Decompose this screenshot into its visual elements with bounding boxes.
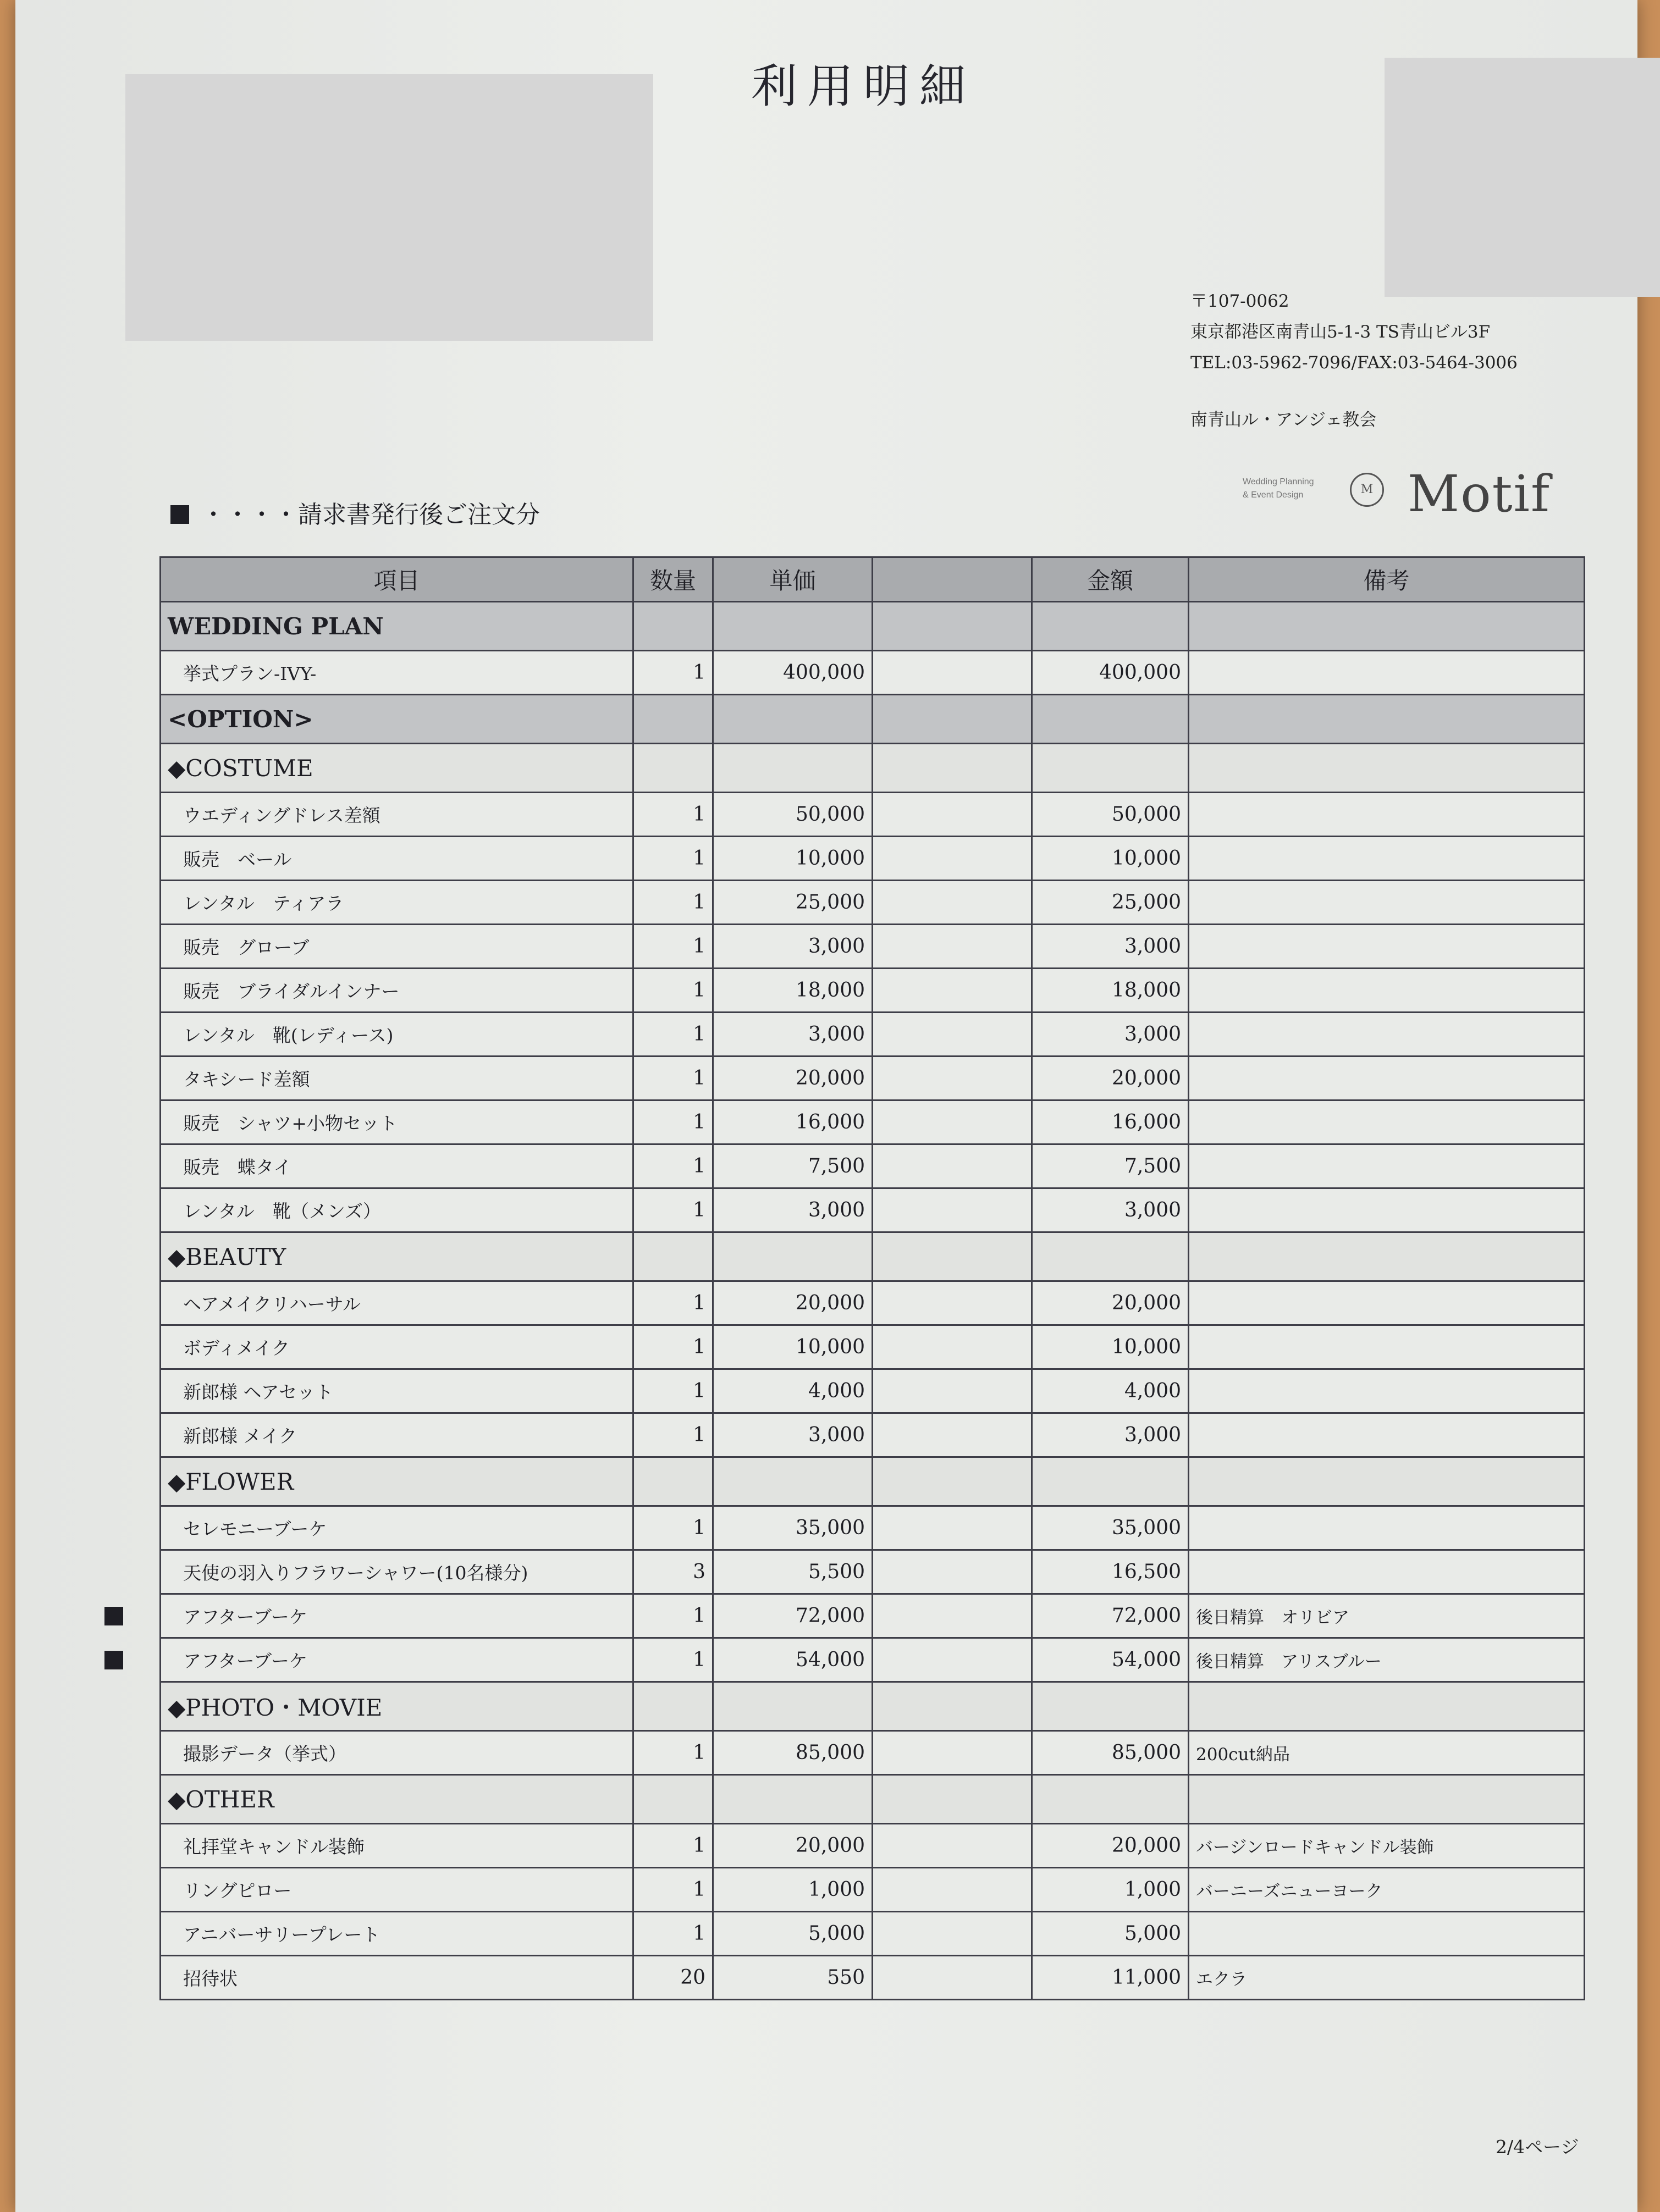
- section-blank-cell: [633, 1775, 713, 1824]
- document-title: 利用明細: [751, 59, 975, 113]
- item-name: 販売 シャツ+小物セット: [161, 1101, 633, 1144]
- item-amount: 54,000: [1032, 1638, 1189, 1682]
- section-blank-cell: [873, 1775, 1032, 1824]
- item-qty: 1: [633, 1369, 713, 1413]
- section-blank-cell: [1189, 744, 1585, 793]
- item-amount: 3,000: [1032, 1413, 1189, 1457]
- table-row: [161, 1550, 1585, 1594]
- item-amount: 10,000: [1032, 837, 1189, 881]
- table-row: [161, 925, 1585, 969]
- section-blank-cell: [633, 695, 713, 744]
- item-unit-price: 20,000: [713, 1281, 873, 1325]
- item-blank: [873, 1325, 1032, 1369]
- item-name: 販売 グローブ: [161, 925, 633, 969]
- table-row: [161, 881, 1585, 925]
- item-note: [1189, 651, 1585, 695]
- item-amount: 5,000: [1032, 1912, 1189, 1956]
- item-qty: 1: [633, 1868, 713, 1912]
- item-name: セレモニーブーケ: [161, 1506, 633, 1550]
- item-blank: [873, 1731, 1032, 1775]
- item-unit-price: 20,000: [713, 1824, 873, 1868]
- item-amount: 20,000: [1032, 1057, 1189, 1101]
- item-name: 新郎様 メイク: [161, 1413, 633, 1457]
- item-unit-price: 5,500: [713, 1550, 873, 1594]
- section-blank-cell: [1032, 602, 1189, 651]
- item-qty: 1: [633, 1638, 713, 1682]
- item-unit-price: 7,500: [713, 1144, 873, 1188]
- table-row: [161, 1369, 1585, 1413]
- item-amount: 50,000: [1032, 793, 1189, 837]
- item-note: 後日精算 オリビア: [1189, 1594, 1585, 1638]
- item-amount: 1,000: [1032, 1868, 1189, 1912]
- invoice-table: [159, 556, 1585, 2000]
- section-blank-cell: [713, 695, 873, 744]
- item-amount: 16,000: [1032, 1101, 1189, 1144]
- table-row: [161, 1013, 1585, 1057]
- table-row: [161, 1413, 1585, 1457]
- section-blank-cell: [633, 1457, 713, 1506]
- section-header-row: [161, 1775, 1585, 1824]
- section-blank-cell: [1189, 695, 1585, 744]
- item-amount: 20,000: [1032, 1824, 1189, 1868]
- item-note: エクラ: [1189, 1956, 1585, 2000]
- logo-tagline: Wedding Planning & Event Design: [1243, 477, 1314, 500]
- section-blank-cell: [713, 1232, 873, 1281]
- square-bullet-icon: [170, 505, 189, 524]
- section-title: ◆FLOWER: [161, 1457, 633, 1506]
- item-amount: 72,000: [1032, 1594, 1189, 1638]
- item-amount: 20,000: [1032, 1281, 1189, 1325]
- table-row: [161, 1956, 1585, 2000]
- table-row: [161, 837, 1585, 881]
- item-name: アニバーサリープレート: [161, 1912, 633, 1956]
- item-amount: 3,000: [1032, 1188, 1189, 1232]
- item-qty: 1: [633, 1731, 713, 1775]
- table-row: [161, 1868, 1585, 1912]
- section-blank-cell: [713, 744, 873, 793]
- header-unit-price: 単価: [713, 557, 873, 602]
- square-marker-icon: [104, 1651, 123, 1669]
- logo-wordmark: Motif: [1408, 464, 1551, 523]
- item-amount: 35,000: [1032, 1506, 1189, 1550]
- item-blank: [873, 1013, 1032, 1057]
- section-blank-cell: [1189, 1457, 1585, 1506]
- header-item: 項目: [161, 557, 633, 602]
- header-qty: 数量: [633, 557, 713, 602]
- item-qty: 1: [633, 837, 713, 881]
- item-name: 販売 蝶タイ: [161, 1144, 633, 1188]
- item-qty: 1: [633, 1824, 713, 1868]
- item-name: レンタル 靴(レディース): [161, 1013, 633, 1057]
- header-notes: 備考: [1189, 557, 1585, 602]
- item-amount: 85,000: [1032, 1731, 1189, 1775]
- section-title: ◆BEAUTY: [161, 1232, 633, 1281]
- item-unit-price: 1,000: [713, 1868, 873, 1912]
- group-header-row: [161, 695, 1585, 744]
- section-blank-cell: [713, 1457, 873, 1506]
- section-blank-cell: [1032, 695, 1189, 744]
- item-qty: 1: [633, 1912, 713, 1956]
- item-unit-price: 50,000: [713, 793, 873, 837]
- item-note: 200cut納品: [1189, 1731, 1585, 1775]
- item-note: バーニーズニューヨーク: [1189, 1868, 1585, 1912]
- item-unit-price: 4,000: [713, 1369, 873, 1413]
- section-blank-cell: [633, 744, 713, 793]
- section-blank-cell: [873, 1457, 1032, 1506]
- item-unit-price: 18,000: [713, 969, 873, 1013]
- item-note: [1189, 1506, 1585, 1550]
- item-unit-price: 10,000: [713, 1325, 873, 1369]
- section-blank-cell: [873, 602, 1032, 651]
- item-note: [1189, 1369, 1585, 1413]
- section-header-row: [161, 1682, 1585, 1731]
- item-note: [1189, 793, 1585, 837]
- item-blank: [873, 1281, 1032, 1325]
- item-blank: [873, 1824, 1032, 1868]
- item-name: ヘアメイクリハーサル: [161, 1281, 633, 1325]
- item-blank: [873, 881, 1032, 925]
- table-row: [161, 1144, 1585, 1188]
- item-qty: 1: [633, 1506, 713, 1550]
- item-name: 撮影データ（挙式）: [161, 1731, 633, 1775]
- table-row: [161, 1638, 1585, 1682]
- item-qty: 1: [633, 651, 713, 695]
- section-title: WEDDING PLAN: [161, 602, 633, 651]
- item-amount: 10,000: [1032, 1325, 1189, 1369]
- item-name: 販売 ブライダルインナー: [161, 969, 633, 1013]
- item-note: [1189, 1101, 1585, 1144]
- item-amount: 16,500: [1032, 1550, 1189, 1594]
- item-unit-price: 10,000: [713, 837, 873, 881]
- item-name: ウエディングドレス差額: [161, 793, 633, 837]
- section-subheading: ・・・・請求書発行後ご注文分: [170, 495, 540, 530]
- section-title: ◆COSTUME: [161, 744, 633, 793]
- section-blank-cell: [1032, 1682, 1189, 1731]
- table-row: [161, 1594, 1585, 1638]
- table-row: [161, 1506, 1585, 1550]
- section-header-row: [161, 744, 1585, 793]
- item-blank: [873, 1912, 1032, 1956]
- item-blank: [873, 793, 1032, 837]
- item-blank: [873, 1369, 1032, 1413]
- section-blank-cell: [873, 1232, 1032, 1281]
- postal-code: 〒107-0062: [1190, 291, 1289, 311]
- table-row: [161, 1824, 1585, 1868]
- item-amount: 4,000: [1032, 1369, 1189, 1413]
- table-row: [161, 1912, 1585, 1956]
- item-amount: 7,500: [1032, 1144, 1189, 1188]
- item-note: 後日精算 アリスブルー: [1189, 1638, 1585, 1682]
- section-blank-cell: [1032, 744, 1189, 793]
- section-blank-cell: [1189, 1775, 1585, 1824]
- item-note: [1189, 837, 1585, 881]
- item-note: [1189, 969, 1585, 1013]
- street-address: 東京都港区南青山5-1-3 TS青山ビル3F: [1190, 322, 1491, 342]
- item-note: [1189, 1057, 1585, 1101]
- item-name: レンタル ティアラ: [161, 881, 633, 925]
- item-amount: 3,000: [1032, 925, 1189, 969]
- item-qty: 1: [633, 1013, 713, 1057]
- item-amount: 25,000: [1032, 881, 1189, 925]
- item-unit-price: 3,000: [713, 1188, 873, 1232]
- item-qty: 1: [633, 1281, 713, 1325]
- section-blank-cell: [1032, 1457, 1189, 1506]
- item-blank: [873, 1188, 1032, 1232]
- section-header-row: [161, 1232, 1585, 1281]
- table-row: [161, 1101, 1585, 1144]
- section-blank-cell: [1032, 1775, 1189, 1824]
- item-name: 礼拝堂キャンドル装飾: [161, 1824, 633, 1868]
- item-blank: [873, 1144, 1032, 1188]
- item-unit-price: 400,000: [713, 651, 873, 695]
- item-note: [1189, 1912, 1585, 1956]
- item-amount: 11,000: [1032, 1956, 1189, 2000]
- item-blank: [873, 1413, 1032, 1457]
- item-qty: 1: [633, 1101, 713, 1144]
- item-unit-price: 550: [713, 1956, 873, 2000]
- table-row: [161, 793, 1585, 837]
- item-blank: [873, 969, 1032, 1013]
- company-address: [1190, 286, 1518, 378]
- item-name: 招待状: [161, 1956, 633, 2000]
- item-blank: [873, 1638, 1032, 1682]
- item-qty: 1: [633, 1325, 713, 1369]
- table-header-row: [161, 557, 1585, 602]
- section-blank-cell: [713, 1775, 873, 1824]
- table-row: [161, 1188, 1585, 1232]
- invoice-body: [161, 602, 1585, 2000]
- item-name: 販売 ベール: [161, 837, 633, 881]
- item-qty: 1: [633, 969, 713, 1013]
- section-blank-cell: [873, 744, 1032, 793]
- item-note: [1189, 1144, 1585, 1188]
- item-note: バージンロードキャンドル装飾: [1189, 1824, 1585, 1868]
- section-blank-cell: [1189, 602, 1585, 651]
- item-qty: 20: [633, 1956, 713, 2000]
- section-header-row: [161, 1457, 1585, 1506]
- item-unit-price: 3,000: [713, 1013, 873, 1057]
- page-number: 2/4ページ: [1496, 2136, 1579, 2158]
- item-unit-price: 25,000: [713, 881, 873, 925]
- item-unit-price: 72,000: [713, 1594, 873, 1638]
- item-name: アフターブーケ: [161, 1594, 633, 1638]
- item-name: アフターブーケ: [161, 1638, 633, 1682]
- item-blank: [873, 1101, 1032, 1144]
- item-note: [1189, 1013, 1585, 1057]
- motif-logo: [1243, 464, 1551, 523]
- item-note: [1189, 1413, 1585, 1457]
- item-unit-price: 54,000: [713, 1638, 873, 1682]
- section-blank-cell: [633, 1232, 713, 1281]
- item-blank: [873, 1550, 1032, 1594]
- item-blank: [873, 651, 1032, 695]
- item-unit-price: 3,000: [713, 925, 873, 969]
- item-amount: 3,000: [1032, 1013, 1189, 1057]
- item-amount: 400,000: [1032, 651, 1189, 695]
- section-blank-cell: [1189, 1682, 1585, 1731]
- section-title: <OPTION>: [161, 695, 633, 744]
- item-unit-price: 35,000: [713, 1506, 873, 1550]
- item-qty: 1: [633, 1144, 713, 1188]
- item-name: リングピロー: [161, 1868, 633, 1912]
- item-qty: 1: [633, 793, 713, 837]
- table-row: [161, 1325, 1585, 1369]
- table-row: [161, 1057, 1585, 1101]
- item-note: [1189, 881, 1585, 925]
- item-blank: [873, 925, 1032, 969]
- item-name: レンタル 靴（メンズ）: [161, 1188, 633, 1232]
- item-note: [1189, 1325, 1585, 1369]
- item-note: [1189, 925, 1585, 969]
- item-qty: 1: [633, 1413, 713, 1457]
- section-blank-cell: [1189, 1232, 1585, 1281]
- item-qty: 3: [633, 1550, 713, 1594]
- item-unit-price: 3,000: [713, 1413, 873, 1457]
- item-qty: 1: [633, 881, 713, 925]
- item-note: [1189, 1188, 1585, 1232]
- section-title: ◆PHOTO・MOVIE: [161, 1682, 633, 1731]
- item-amount: 18,000: [1032, 969, 1189, 1013]
- table-row: [161, 1731, 1585, 1775]
- section-blank-cell: [633, 602, 713, 651]
- item-blank: [873, 1506, 1032, 1550]
- item-name: 挙式プラン-IVY-: [161, 651, 633, 695]
- group-header-row: [161, 602, 1585, 651]
- item-note: [1189, 1550, 1585, 1594]
- table-row: [161, 651, 1585, 695]
- table-row: [161, 1281, 1585, 1325]
- section-blank-cell: [633, 1682, 713, 1731]
- item-blank: [873, 1057, 1032, 1101]
- item-name: 天使の羽入りフラワーシャワー(10名様分): [161, 1550, 633, 1594]
- section-blank-cell: [1032, 1232, 1189, 1281]
- item-qty: 1: [633, 925, 713, 969]
- section-title: ◆OTHER: [161, 1775, 633, 1824]
- section-blank-cell: [873, 695, 1032, 744]
- item-note: [1189, 1281, 1585, 1325]
- redacted-block-left: [125, 74, 653, 341]
- header-blank: [873, 557, 1032, 602]
- item-blank: [873, 837, 1032, 881]
- section-blank-cell: [713, 1682, 873, 1731]
- square-marker-icon: [104, 1607, 123, 1625]
- redacted-block-right: [1385, 58, 1660, 297]
- church-name: 南青山ル・アンジェ教会: [1190, 410, 1377, 430]
- item-name: タキシード差額: [161, 1057, 633, 1101]
- item-qty: 1: [633, 1188, 713, 1232]
- item-blank: [873, 1868, 1032, 1912]
- phone-fax: TEL:03-5962-7096/FAX:03-5464-3006: [1190, 353, 1518, 373]
- item-unit-price: 20,000: [713, 1057, 873, 1101]
- item-blank: [873, 1594, 1032, 1638]
- item-name: ボディメイク: [161, 1325, 633, 1369]
- logo-mark-icon: M: [1350, 473, 1384, 507]
- item-name: 新郎様 ヘアセット: [161, 1369, 633, 1413]
- item-unit-price: 85,000: [713, 1731, 873, 1775]
- item-qty: 1: [633, 1057, 713, 1101]
- header-amount: 金額: [1032, 557, 1189, 602]
- section-blank-cell: [713, 602, 873, 651]
- table-row: [161, 969, 1585, 1013]
- item-blank: [873, 1956, 1032, 2000]
- item-qty: 1: [633, 1594, 713, 1638]
- item-unit-price: 16,000: [713, 1101, 873, 1144]
- section-blank-cell: [873, 1682, 1032, 1731]
- item-unit-price: 5,000: [713, 1912, 873, 1956]
